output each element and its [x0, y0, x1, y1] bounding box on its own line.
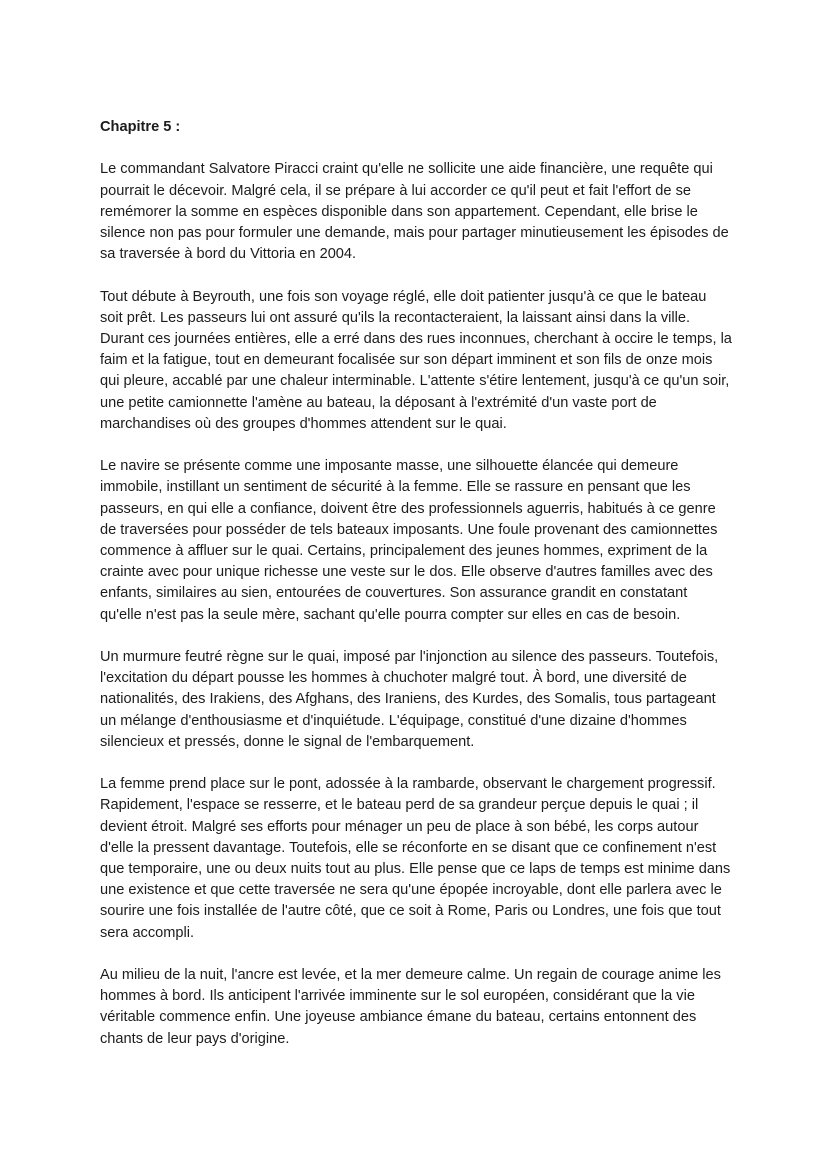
paragraph-2: Tout débute à Beyrouth, une fois son voyage réglé, elle doit patienter jusqu'à ce que le bateau soit prêt. Les passeurs lui ont assuré qu'ils la recontacteraient, la laissant ainsi dans la ville. Durant ces journées entières, elle a erré dans des rues inconnues, cherchant à occire le temps, la faim et la fatigue, tout en demeurant focalisée sur son départ imminent et son fils de onze mois qui pleure, accablé par une chaleur interminable. L'attente s'étire lentement, jusqu'à ce qu'un soir, une petite camionnette l'amène au bateau, la déposant à l'extrémité d'un vaste port de marchandises où des groupes d'hommes attendent sur le quai.: [100, 288, 732, 432]
paragraph-3: Le navire se présente comme une imposante masse, une silhouette élancée qui demeure immobile, instillant un sentiment de sécurité à la femme. Elle se rassure en pensant que les passeurs, en qui elle a confiance, doivent être des professionnels aguerris, habitués à ce genre de traversées pour posséder de tels bateaux imposants. Une foule provenant des camionnettes commence à affluer sur le quai. Certains, principalement des jeunes hommes, expriment de la crainte avec pour unique richesse une veste sur le dos. Elle observe d'autres familles avec des enfants, similaires au sien, entourées de couvertures. Son assurance grandit en constatant qu'elle n'est pas la seule mère, sachant qu'elle pourra compter sur elles en cas de besoin.: [100, 458, 718, 623]
paragraph-6: Au milieu de la nuit, l'ancre est levée, et la mer demeure calme. Un regain de courage anime les hommes à bord. Ils anticipent l'arrivée imminente sur le sol européen, considérant que la vie véritable commence enfin. Une joyeuse ambiance émane du bateau, certains entonnent des chants de leur pays d'origine.: [100, 967, 721, 1047]
paragraph-4: Un murmure feutré règne sur le quai, imposé par l'injonction au silence des passeurs. Toutefois, l'excitation du départ pousse les hommes à chuchoter malgré tout. À bord, une diversité de nationalités, des Irakiens, des Afghans, des Iraniens, des Kurdes, des Somalis, tous partageant un mélange d'enthousiasme et d'inquiétude. L'équipage, constitué d'une dizaine d'hommes silencieux et pressés, donne le signal de l'embarquement.: [100, 649, 719, 750]
paragraph-1: Le commandant Salvatore Piracci craint qu'elle ne sollicite une aide financière, une requête qui pourrait le décevoir. Malgré cela, il se prépare à lui accorder ce qu'il peut et fait l'effort de se remémorer la somme en espèces disponible dans son appartement. Cependant, elle brise le silence non pas pour formuler une demande, mais pour partager minutieusement les épisodes de sa traversée à bord du Vittoria en 2004.: [100, 161, 729, 263]
chapter-title: Chapitre 5 :: [100, 119, 181, 135]
paragraph-5: La femme prend place sur le pont, adossée à la rambarde, observant le chargement progressif. Rapidement, l'espace se resserre, et le bateau perd de sa grandeur perçue depuis le quai ; il devient étroit. Malgré ses efforts pour ménager un peu de place à son bébé, les corps autour d'elle la pressent davantage. Toutefois, elle se réconforte en se disant que ce confinement n'est que temporaire, une ou deux nuits tout au plus. Elle pense que ce laps de temps est minime dans une existence et que cette traversée ne sera qu'une épopée incroyable, dont elle parlera avec le sourire une fois installée de l'autre côté, que ce soit à Rome, Paris ou Londres, une fois que tout sera accompli.: [100, 776, 731, 941]
document-body: [100, 117, 732, 1071]
